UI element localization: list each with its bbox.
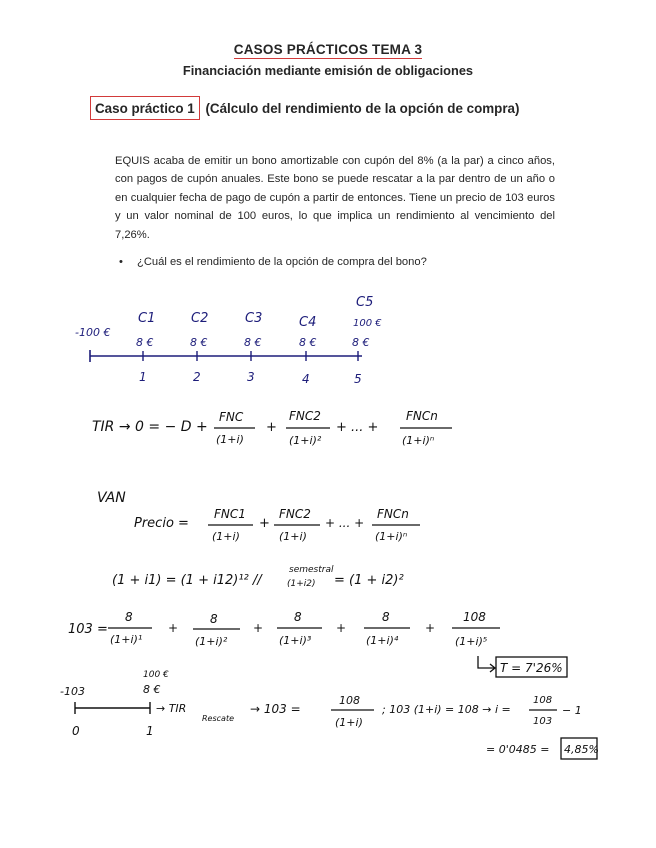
price-num-4: 8 bbox=[382, 610, 390, 624]
tir-formula bbox=[92, 409, 452, 447]
result-arrow-icon bbox=[478, 656, 494, 668]
ytm-result: T = 7'26% bbox=[500, 661, 563, 675]
price-den-1: (1+i)¹ bbox=[110, 633, 143, 646]
t2-frac-den: 103 bbox=[533, 716, 553, 727]
price-num-5: 108 bbox=[463, 610, 486, 624]
price-den-5: (1+i)⁵ bbox=[455, 635, 488, 648]
coupon-label-1: C1 bbox=[138, 311, 156, 326]
tir-dots: + ... + bbox=[336, 420, 379, 435]
price-plus-4: + bbox=[425, 621, 436, 635]
t2-num: 108 bbox=[339, 694, 360, 707]
call-yield-calc bbox=[60, 670, 599, 759]
coupon-label-3: C3 bbox=[245, 311, 263, 326]
price-den-4: (1+i)⁴ bbox=[366, 634, 399, 647]
coupon-value-1: 8 € bbox=[136, 336, 154, 349]
price-plus-1: + bbox=[168, 621, 179, 635]
coupon-value-3: 8 € bbox=[244, 336, 262, 349]
t2-face: 100 € bbox=[143, 670, 169, 680]
tir-plus: + bbox=[266, 420, 277, 435]
t2-eq1: → 103 = bbox=[250, 702, 301, 716]
t2-den: (1+i) bbox=[335, 716, 363, 729]
van-price: Precio = bbox=[134, 516, 189, 531]
price-den-3: (1+i)³ bbox=[279, 634, 312, 647]
period-2: 2 bbox=[193, 370, 201, 384]
timeline-cashflows bbox=[75, 295, 382, 386]
t2-period-0: 0 bbox=[72, 724, 80, 738]
van-plus: + bbox=[259, 516, 270, 531]
price-num-1: 8 bbox=[125, 610, 133, 624]
equivalence-note-den: (1+i2) bbox=[287, 579, 316, 589]
price-num-3: 8 bbox=[294, 610, 302, 624]
t2-approx: = 0'0485 = bbox=[486, 743, 550, 756]
price-equation bbox=[68, 610, 567, 677]
t2-eq2: ; 103 (1+i) = 108 → i = bbox=[382, 703, 511, 716]
t2-initial: -103 bbox=[60, 685, 85, 698]
coupon-value-4: 8 € bbox=[299, 336, 317, 349]
document-subtitle: Financiación mediante emisión de obligaciones bbox=[182, 63, 474, 78]
initial-outflow: -100 € bbox=[75, 326, 111, 339]
coupon-label-2: C2 bbox=[191, 311, 209, 326]
rate-equivalence bbox=[112, 565, 404, 589]
tir-den-1: (1+i) bbox=[216, 433, 244, 446]
tir-den-n: (1+i)ⁿ bbox=[402, 434, 435, 447]
coupon-value-5: 8 € bbox=[352, 336, 370, 349]
case-statement: EQUIS acaba de emitir un bono amortizable con cupón del 8% (a la par) a cinco años, con pagos de cupón anuales. Este bono se puede rescatar a la par dentro de un año o en cualquier fecha de pago de cupón a partir de entonces. Tiene un precio de 103 euros y un valor nominal de 100 euros, lo que implica un rendimiento al vencimiento del 7,26%. bbox=[115, 155, 555, 241]
van-dots: + ... + bbox=[325, 516, 365, 530]
van-den-2: (1+i) bbox=[279, 530, 307, 543]
price-plus-3: + bbox=[336, 621, 347, 635]
period-4: 4 bbox=[302, 372, 310, 386]
call-yield-result: 4,85% bbox=[564, 743, 599, 756]
price-lhs: 103 = bbox=[68, 622, 108, 637]
period-3: 3 bbox=[247, 370, 255, 384]
t2-tir: → TIR bbox=[156, 702, 187, 715]
case-heading-text: (Cálculo del rendimiento de la opción de compra) bbox=[205, 101, 520, 116]
equivalence-note: semestral bbox=[289, 565, 334, 575]
tir-lhs: TIR → 0 = − D + bbox=[92, 419, 208, 435]
t2-minus: − 1 bbox=[562, 704, 582, 717]
coupon-label-4: C4 bbox=[299, 315, 317, 330]
van-num-2: FNC2 bbox=[279, 507, 311, 521]
equivalence-expr: (1 + i1) = (1 + i12)¹² // bbox=[112, 573, 262, 588]
case-label-box: Caso práctico 1 bbox=[90, 96, 200, 120]
face-value: 100 € bbox=[353, 318, 382, 329]
price-den-2: (1+i)² bbox=[195, 635, 228, 648]
tir-num-n: FNCn bbox=[406, 409, 438, 423]
price-plus-2: + bbox=[253, 621, 264, 635]
period-5: 5 bbox=[354, 372, 362, 386]
van-num-n: FNCn bbox=[377, 507, 409, 521]
bullet-icon: • bbox=[119, 256, 123, 268]
period-1: 1 bbox=[139, 370, 147, 384]
van-den-1: (1+i) bbox=[212, 530, 240, 543]
equivalence-rhs: = (1 + i2)² bbox=[334, 573, 404, 588]
coupon-value-2: 8 € bbox=[190, 336, 208, 349]
t2-rescate: Rescate bbox=[202, 714, 235, 723]
tir-den-2: (1+i)² bbox=[289, 434, 322, 447]
document-title: CASOS PRÁCTICOS TEMA 3 bbox=[233, 42, 423, 57]
t2-coupon: 8 € bbox=[143, 683, 161, 696]
case-question: ¿Cuál es el rendimiento de la opción de compra del bono? bbox=[137, 256, 427, 268]
price-num-2: 8 bbox=[210, 612, 218, 626]
t2-period-1: 1 bbox=[146, 724, 154, 738]
coupon-label-5: C5 bbox=[356, 295, 374, 310]
van-num-1: FNC1 bbox=[214, 507, 246, 521]
van-label: VAN bbox=[97, 490, 126, 506]
tir-num-1: FNC bbox=[219, 410, 244, 424]
tir-num-2: FNC2 bbox=[289, 409, 321, 423]
van-den-n: (1+i)ⁿ bbox=[375, 530, 408, 543]
van-formula bbox=[97, 490, 420, 543]
t2-frac-num: 108 bbox=[533, 695, 553, 706]
